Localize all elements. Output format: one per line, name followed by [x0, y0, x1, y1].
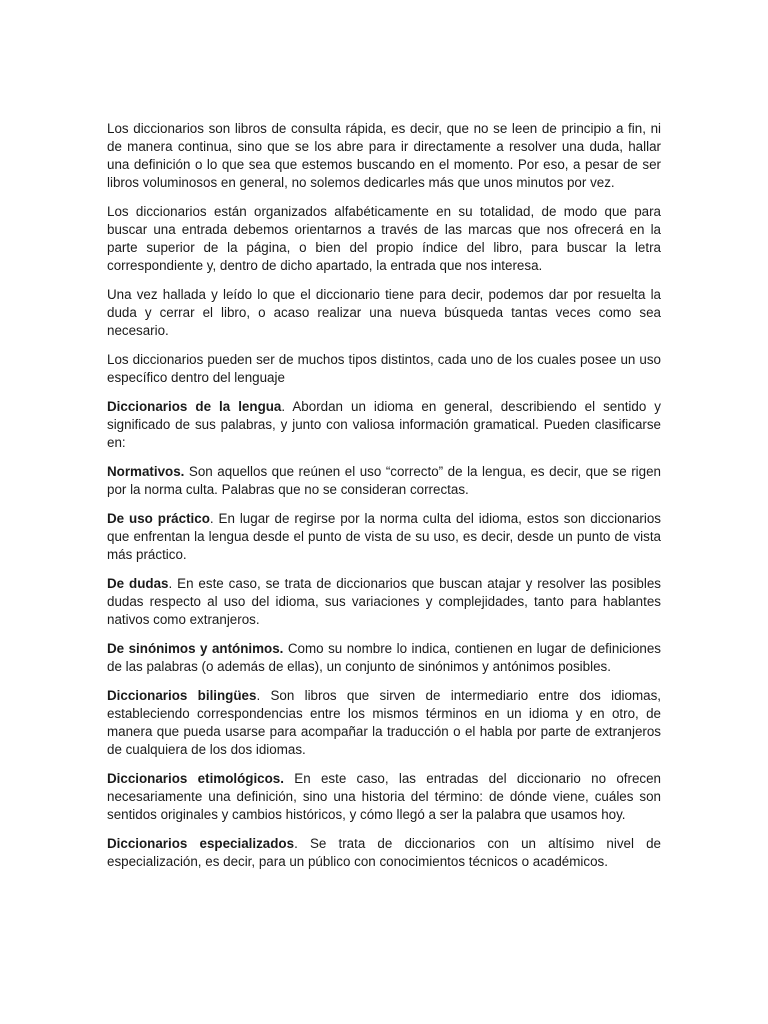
type-paragraph-dudas — [107, 575, 661, 629]
type-paragraph-lengua — [107, 398, 661, 452]
type-term: Diccionarios de la lengua — [107, 399, 282, 414]
type-paragraph-especializados — [107, 835, 661, 871]
type-description: . En este caso, se trata de diccionarios que buscan atajar y resolver las posibles dudas respecto al uso del idioma, sus variaciones y complejidades, tanto para hablantes nativos como extranjeros. — [107, 576, 661, 627]
type-paragraph-uso-practico — [107, 510, 661, 564]
type-term: Diccionarios bilingües — [107, 688, 257, 703]
intro-paragraph-1: Los diccionarios son libros de consulta rápida, es decir, que no se leen de principio a fin, ni de manera continua, sino que se los abre para ir directamente a resolver una duda, hallar una definición o lo que sea que estemos buscando en el momento. Por eso, a pesar de ser libros voluminosos en general, no solemos dedicarles más que unos minutos por vez. — [107, 121, 661, 190]
type-description: . Son libros que sirven de intermediario entre dos idiomas, estableciendo correspondencias entre los mismos términos en un idioma y en otro, de manera que pueda usarse para acompañar la traducción o el habla por parte de extranjeros de cualquiera de los dos idiomas. — [107, 688, 662, 757]
type-term: De dudas — [107, 576, 169, 591]
intro-paragraph-2: Los diccionarios están organizados alfabéticamente en su totalidad, de modo que para buscar una entrada debemos orientarnos a través de las marcas que nos ofrecerá en la parte superior de la página, o bien del propio índice del libro, para buscar la letra correspondiente y, dentro de dicho apartado, la entrada que nos interesa. — [107, 204, 661, 273]
type-paragraph-sinonimos — [107, 640, 661, 676]
intro-paragraph-3: Una vez hallada y leído lo que el diccionario tiene para decir, podemos dar por resuelta la duda y cerrar el libro, o acaso realizar una nueva búsqueda tantas veces como sea necesario. — [107, 287, 661, 338]
type-description: . Se trata de diccionarios con un altísimo nivel de especialización, es decir, para un público con conocimientos técnicos o académicos. — [107, 836, 662, 869]
type-description: . En lugar de regirse por la norma culta del idioma, estos son diccionarios que enfrentan la lengua desde el punto de vista de su uso, es decir, desde un punto de vista más práctico. — [107, 511, 661, 562]
type-paragraph-normativos — [107, 463, 661, 499]
intro-paragraph-4: Los diccionarios pueden ser de muchos tipos distintos, cada uno de los cuales posee un uso específico dentro del lenguaje — [107, 352, 661, 385]
type-paragraph-bilingues — [107, 687, 661, 759]
type-term: De uso práctico — [107, 511, 210, 526]
type-term: Diccionarios etimológicos. — [107, 771, 284, 786]
type-description: Son aquellos que reúnen el uso “correcto” de la lengua, es decir, que se rigen por la norma culta. Palabras que no se consideran correctas. — [107, 464, 661, 497]
type-description: . Abordan un idioma en general, describiendo el sentido y significado de sus palabras, y junto con valiosa información gramatical. Pueden clasificarse en: — [107, 399, 661, 450]
type-paragraph-etimologicos — [107, 770, 661, 824]
type-description: Como su nombre lo indica, contienen en lugar de definiciones de las palabras (o además de ellas), un conjunto de sinónimos y antónimos posibles. — [107, 641, 661, 674]
type-term: Diccionarios especializados — [107, 836, 295, 851]
type-term: Normativos. — [107, 464, 185, 479]
document-body — [107, 120, 661, 882]
type-description: En este caso, las entradas del diccionario no ofrecen necesariamente una definición, sino una historia del término: de dónde viene, cuáles son sentidos originales y cambios históricos, y cómo llegó a ser la palabra que usamos hoy. — [107, 771, 661, 822]
type-term: De sinónimos y antónimos. — [107, 641, 284, 656]
